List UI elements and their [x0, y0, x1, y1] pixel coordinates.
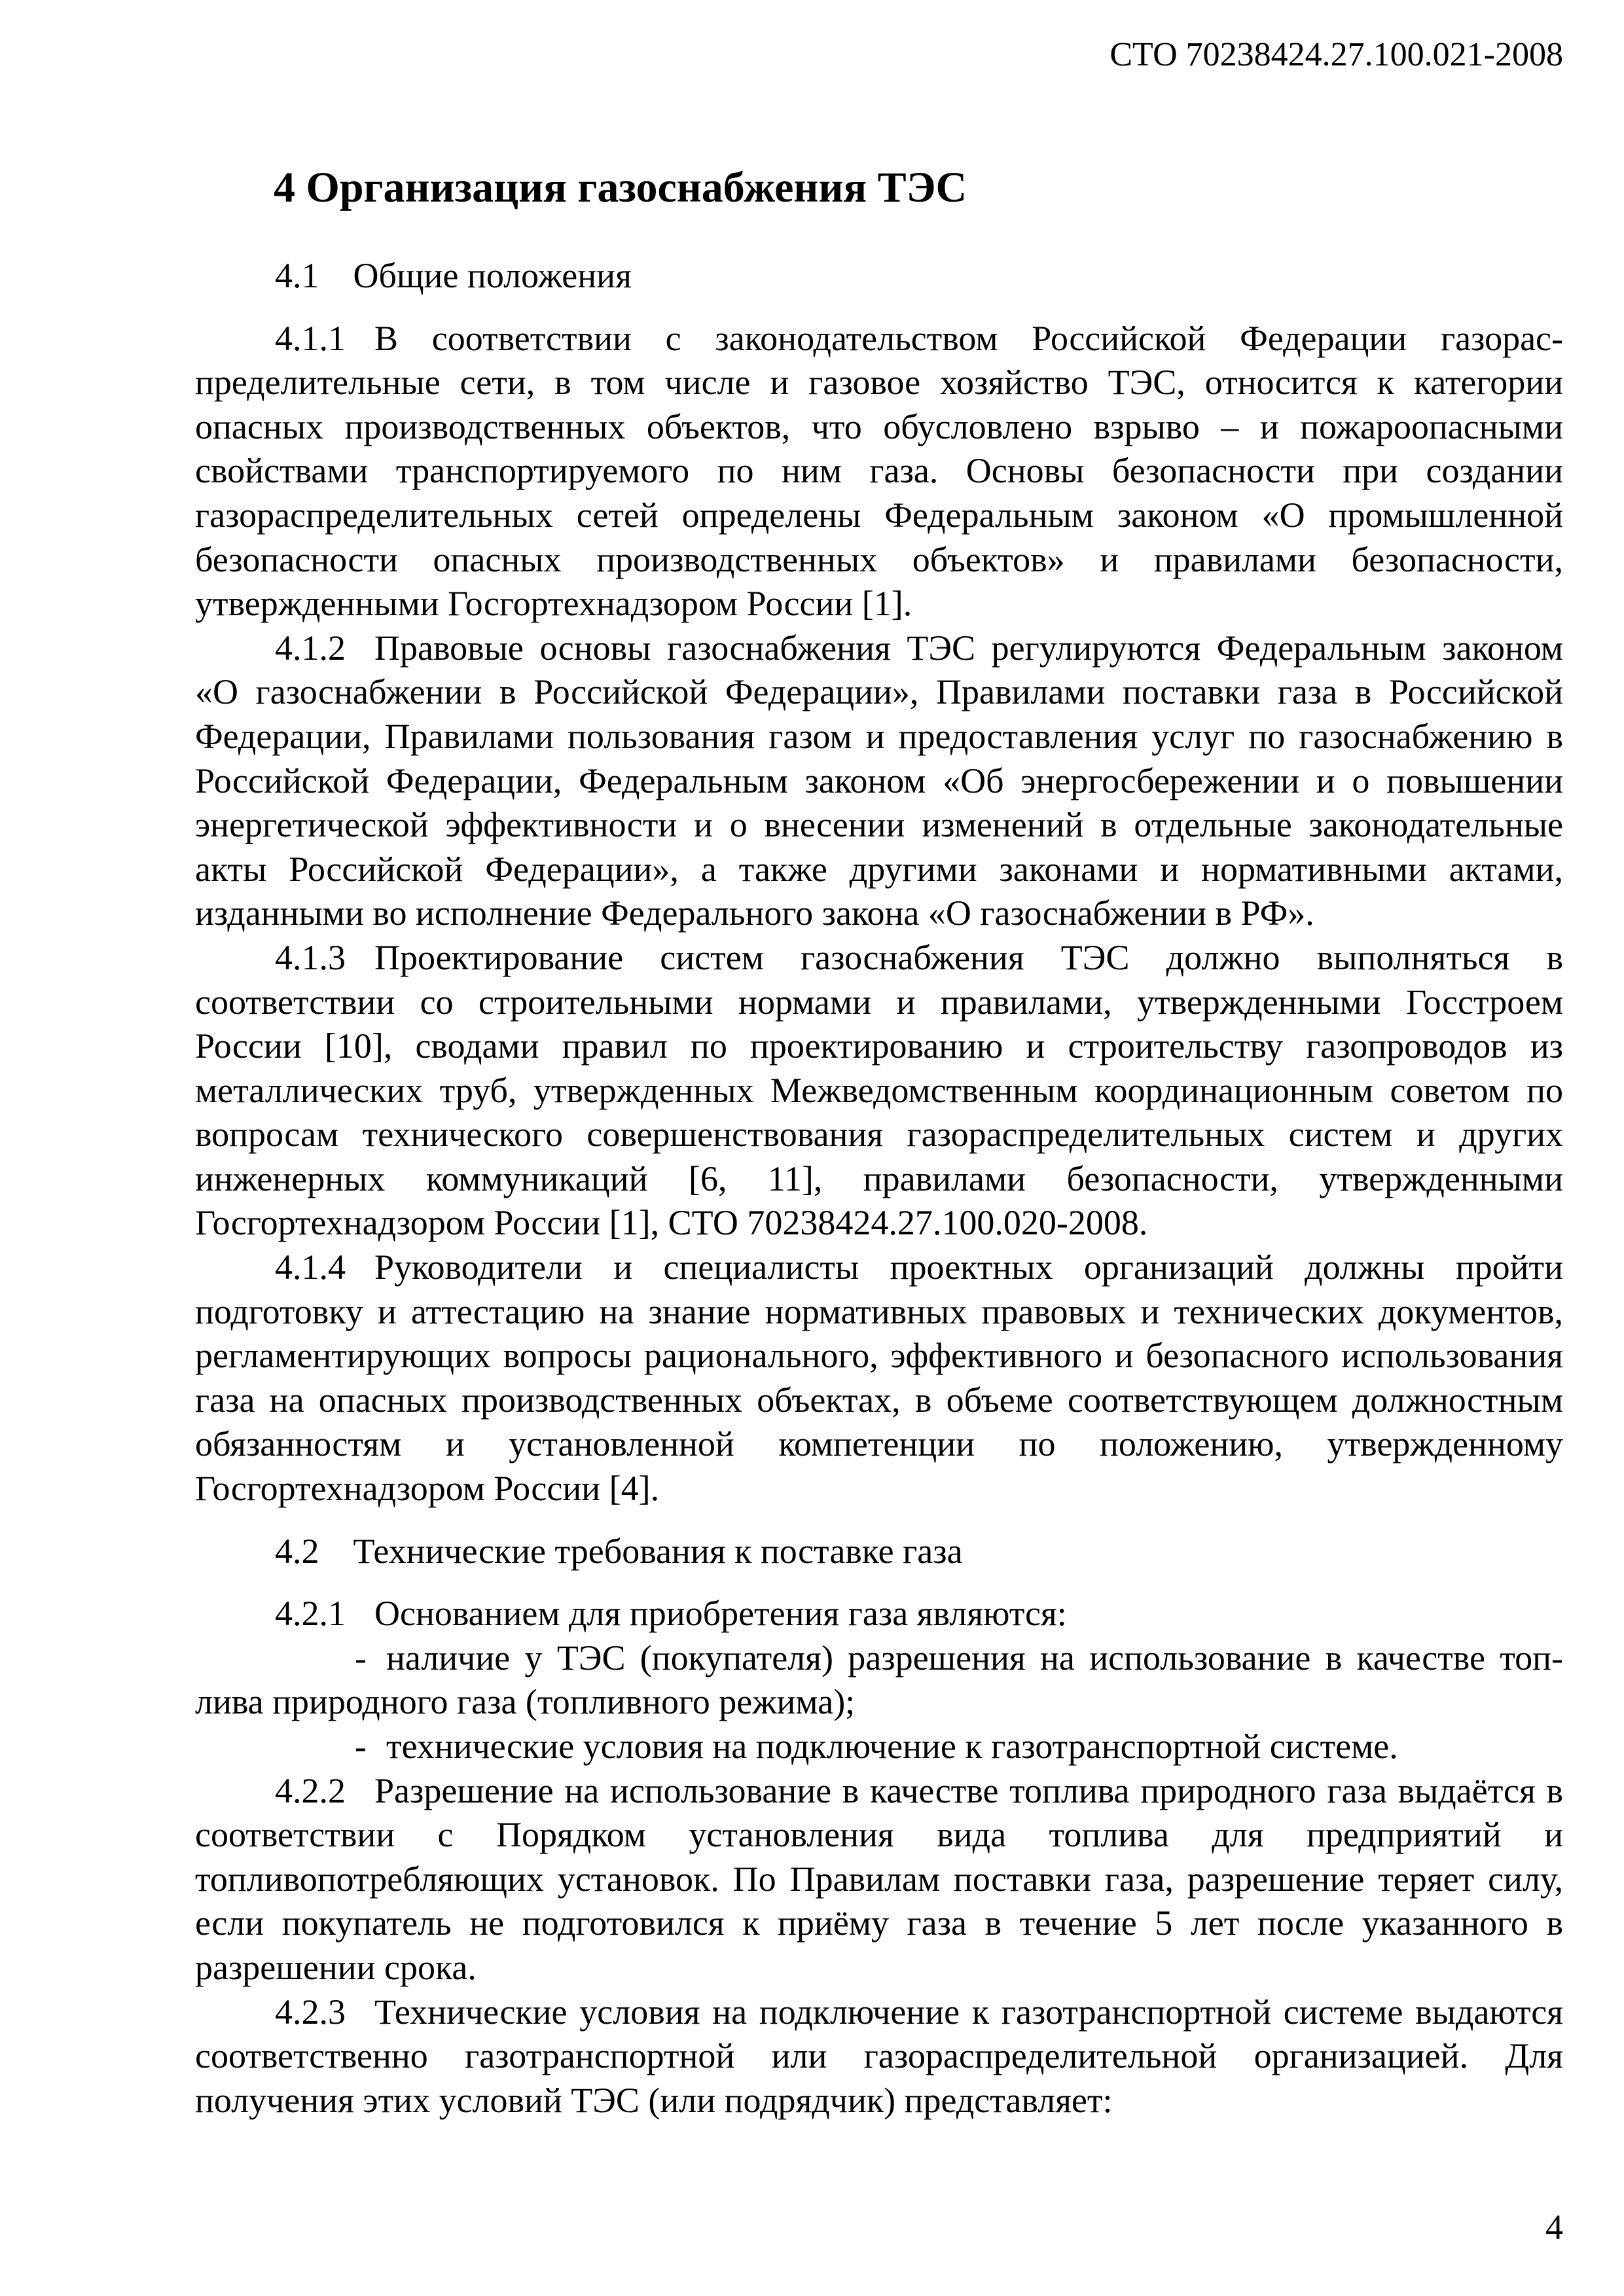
paragraph-text: Разрешение на использование в качестве топлива природного газа выдаётся в соответствии с Порядком установления вида топлива для предприятий и топливопотребляющих установок. По Правилам поставки газа, разрешение теряет силу, если покупатель не подготовился к приёму газа в течение 5 лет после указанного в разрешении срока.	[195, 1770, 1563, 1987]
paragraph-text: Проектирование систем газоснабжения ТЭС должно выполняться в соответствии со строительными нормами и правилами, утвержденными Госстроем России [10], сводами правил по проектированию и строительству газопроводов из металлических труб, утвержденных Межведомственным координационным советом по вопросам технического совершенствования газораспределительных систем и других инженерных коммуникаций [6, 11], правилами безопасности, утвержденными Госгортехнадзором России [1], СТО 70238424.27.100.020-2008.	[195, 937, 1563, 1243]
paragraph-number: 4.1.3	[275, 937, 346, 977]
paragraph-number: 4.2.1	[275, 1594, 346, 1634]
list-item-text: наличие у ТЭС (покупателя) разрешения на использование в качестве топлива природного газа (топливного режима);	[195, 1638, 1563, 1722]
list-item-technical-conditions	[195, 1725, 1563, 1769]
section-number: 4.1	[275, 256, 319, 295]
section-title: Технические требования к поставке газа	[353, 1531, 963, 1571]
paragraph-number: 4.2.3	[275, 1992, 346, 2032]
list-dash: -	[355, 1638, 367, 1677]
paragraph-text: В соответствии с законодательством Российской Федерации газораспределительные сети, в том числе и газовое хозяйство ТЭС, относится к категории опасных производственных объектов, что обусловлено взрыво – и пожароопасными свойствами транспортируемого по ним газа. Основы безопасности при создании газораспределительных сетей определены Федеральным законом «О промышленной безопасности опасных производственных объектов» и правилами безопасности, утвержденными Госгортехнадзором России [1].	[195, 318, 1563, 624]
section-4-1-heading	[195, 254, 1563, 298]
section-number: 4.2	[275, 1531, 319, 1571]
list-dash: -	[355, 1727, 367, 1766]
section-4-2-heading	[195, 1530, 1563, 1574]
paragraph-4-1-4	[195, 1246, 1563, 1511]
paragraph-text: Правовые основы газоснабжения ТЭС регулируются Федеральным законом «О газоснабжении в Российской Федерации», Правилами поставки газа в Российской Федерации, Правилами пользования газом и предоставления услуг по газоснабжению в Российской Федерации, Федеральным законом «Об энергосбережении и о повышении энергетической эффективности и о внесении изменений в отдельные законодательные акты Российской Федерации», а также другими законами и нормативными актами, изданными во исполнение Федерального закона «О газоснабжении в РФ».	[195, 628, 1563, 933]
paragraph-number: 4.2.2	[275, 1770, 346, 1810]
chapter-number: 4	[274, 164, 295, 211]
paragraph-number: 4.1.4	[275, 1247, 346, 1287]
paragraph-4-2-1	[195, 1592, 1563, 1636]
section-title: Общие положения	[353, 256, 632, 295]
paragraph-4-1-2	[195, 626, 1563, 936]
page-content	[195, 143, 1563, 2123]
document-code-header: СТО 70238424.27.100.021-2008	[1110, 36, 1563, 73]
paragraph-number: 4.1.2	[275, 628, 346, 668]
chapter-heading	[195, 160, 1563, 216]
list-item-text: технические условия на подключение к газотранспортной системе.	[386, 1727, 1398, 1766]
list-item-fuel-permit	[195, 1636, 1563, 1725]
paragraph-text: Основанием для приобретения газа являются:	[374, 1594, 1067, 1634]
paragraph-4-2-3	[195, 1990, 1563, 2123]
paragraph-text: Технические условия на подключение к газотранспортной системе выдаются соответственно газотранспортной или газораспределительной организацией. Для получения этих условий ТЭС (или подрядчик) представляет:	[195, 1992, 1563, 2120]
paragraph-4-1-1	[195, 317, 1563, 626]
chapter-title: Организация газоснабжения ТЭС	[306, 164, 967, 211]
page-number: 4	[1545, 2208, 1563, 2247]
paragraph-4-2-2	[195, 1769, 1563, 1990]
paragraph-text: Руководители и специалисты проектных организаций должны пройти подготовку и аттестацию на знание нормативных правовых и технических документов, регламентирующих вопросы рационального, эффективного и безопасного использования газа на опасных производственных объектах, в объеме соответствующем должностным обязанностям и установленной компетенции по положению, утвержденному Госгортехнадзором России [4].	[195, 1247, 1563, 1509]
paragraph-number: 4.1.1	[275, 318, 346, 358]
paragraph-4-1-3	[195, 936, 1563, 1246]
